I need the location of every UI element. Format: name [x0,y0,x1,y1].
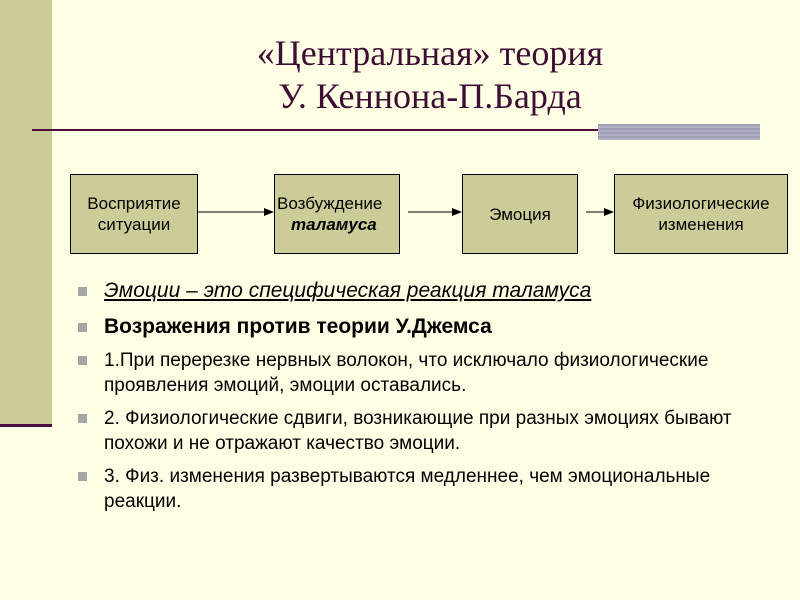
diagram-box-perception-line2: ситуации [97,215,171,234]
diagram-box-perception [70,174,198,254]
arrow-2-icon [408,206,462,218]
arrow-3-icon [586,206,614,218]
title-divider-block [598,124,760,140]
bullet-objections-heading [76,312,776,342]
diagram-box-physiological-line1: Физиологические [632,194,770,213]
bullet-definition [76,276,776,306]
bullet-list [76,276,776,522]
bullet-objection-2-text: 2. Физиологические сдвиги, возникающие при разных эмоциях бывают похожи и не отражают качество эмоции. [104,408,732,454]
diagram-box-physiological [614,174,788,254]
bullet-objection-1 [76,348,776,398]
bullet-objections-heading-text: Возражения против теории У.Джемса [104,315,492,338]
diagram-box-emotion-label: Эмоция [489,204,551,224]
bullet-square-icon [78,356,87,365]
diagram-box-emotion [462,174,578,254]
left-accent-band [0,0,52,424]
bullet-definition-text: Эмоции – это специфическая реакция таламуса [104,279,592,302]
diagram-box-perception-line1: Восприятие [87,194,181,213]
arrow-1-icon [198,206,274,218]
bullet-square-icon [78,287,87,296]
bullet-objection-2 [76,406,776,456]
slide-title-line-2: У. Кеннона-П.Барда [278,76,582,116]
bullet-square-icon [78,414,87,423]
diagram-box-thalamus [274,174,400,254]
slide-title [60,32,800,118]
left-accent-line [0,424,52,427]
slide-title-line-1: «Центральная» теория [256,33,604,73]
bullet-objection-1-text: 1.При перерезке нервных волокон, что исключало физиологические проявления эмоций, эмоции оставались. [104,350,709,396]
bullet-square-icon [78,323,87,332]
title-divider-line [32,129,600,131]
diagram-box-physiological-line2: изменения [658,215,744,234]
diagram-box-thalamus-line2: таламуса [291,215,377,234]
diagram-box-thalamus-line1: Возбуждение [277,194,383,213]
bullet-objection-3 [76,464,776,514]
bullet-square-icon [78,472,87,481]
bullet-objection-3-text: 3. Физ. изменения развертываются медленнее, чем эмоциональные реакции. [104,466,711,512]
